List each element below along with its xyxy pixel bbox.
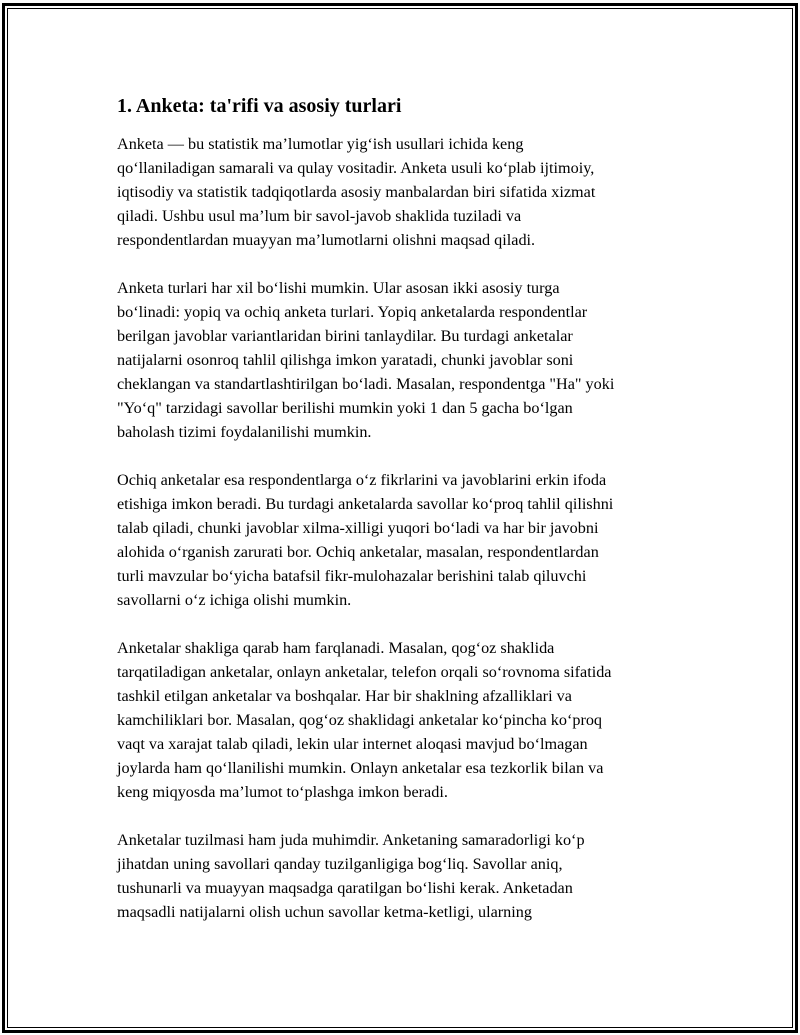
paragraph-line: qiladi. Ushbu usul ma’lum bir savol-javob shaklida tuziladi va — [117, 207, 522, 225]
paragraph-line: tarqatiladigan anketalar, onlayn anketalar, telefon orqali so‘rovnoma sifatida — [117, 663, 612, 681]
paragraph-line: keng miqyosda ma’lumot to‘plashga imkon beradi. — [117, 783, 448, 801]
paragraph-line: maqsadli natijalarni olish uchun savollar ketma-ketligi, ularning — [117, 903, 532, 921]
paragraph-line: kamchiliklari bor. Masalan, qog‘oz shaklidagi anketalar ko‘pincha ko‘proq — [117, 711, 603, 729]
paragraph-line: "Yo‘q" tarzidagi savollar berilishi mumkin yoki 1 dan 5 gacha bo‘lgan — [117, 399, 573, 417]
paragraph-4 — [117, 636, 697, 804]
paragraph-line: respondentlardan muayyan ma’lumotlarni olishni maqsad qiladi. — [117, 231, 536, 249]
paragraph-line: vaqt va xarajat talab qiladi, lekin ular internet aloqasi mavjud bo‘lmagan — [117, 735, 588, 753]
paragraph-line: alohida o‘rganish zarurati bor. Ochiq anketalar, masalan, respondentlardan — [117, 543, 599, 561]
paragraph-3 — [117, 468, 697, 612]
paragraph-line: iqtisodiy va statistik tadqiqotlarda asosiy manbalardan biri sifatida xizmat — [117, 183, 596, 201]
paragraph-line: qo‘llaniladigan samarali va qulay vositadir. Anketa usuli ko‘plab ijtimoiy, — [117, 159, 595, 177]
paragraph-line: talab qiladi, chunki javoblar xilma-xilligi yuqori bo‘ladi va har bir javobni — [117, 519, 599, 537]
paragraph-line: natijalarni osonroq tahlil qilishga imkon yaratadi, chunki javoblar soni — [117, 351, 574, 369]
paragraph-line: turli mavzular bo‘yicha batafsil fikr-mulohazalar berishini talab qiluvchi — [117, 567, 587, 585]
paragraph-line: baholash tizimi foydalanilishi mumkin. — [117, 423, 372, 441]
paragraph-line: jihatdan uning savollari qanday tuzilganligiga bog‘liq. Savollar aniq, — [117, 855, 563, 873]
paragraph-2 — [117, 276, 697, 444]
paragraph-line: Anketalar tuzilmasi ham juda muhimdir. Anketaning samaradorligi ko‘p — [117, 831, 585, 849]
paragraph-5 — [117, 828, 697, 924]
paragraph-line: etishiga imkon beradi. Bu turdagi anketalarda savollar ko‘proq tahlil qilishni — [117, 495, 614, 513]
document-body — [117, 92, 697, 948]
paragraph-line: Anketalar shakliga qarab ham farqlanadi. Masalan, qog‘oz shaklida — [117, 639, 555, 657]
paragraph-line: berilgan javoblar variantlaridan birini tanlaydilar. Bu turdagi anketalar — [117, 327, 573, 345]
paragraph-line: savollarni o‘z ichiga olishi mumkin. — [117, 591, 352, 609]
paragraph-line: Ochiq anketalar esa respondentlarga o‘z fikrlarini va javoblarini erkin ifoda — [117, 471, 607, 489]
paragraph-line: Anketa — bu statistik ma’lumotlar yig‘ish usullari ichida keng — [117, 135, 524, 153]
paragraph-line: bo‘linadi: yopiq va ochiq anketa turlari. Yopiq anketalarda respondentlar — [117, 303, 588, 321]
paragraph-1 — [117, 132, 697, 252]
paragraph-line: tashkil etilgan anketalar va boshqalar. Har bir shaklning afzalliklari va — [117, 687, 572, 705]
paragraph-line: Anketa turlari har xil bo‘lishi mumkin. Ular asosan ikki asosiy turga — [117, 279, 560, 297]
section-heading: 1. Anketa: ta'rifi va asosiy turlari — [117, 95, 402, 117]
paragraph-line: tushunarli va muayyan maqsadga qaratilgan bo‘lishi kerak. Anketadan — [117, 879, 573, 897]
paragraph-line: joylarda ham qo‘llanilishi mumkin. Onlayn anketalar esa tezkorlik bilan va — [117, 759, 604, 777]
paragraph-line: cheklangan va standartlashtirilgan bo‘ladi. Masalan, respondentga "Ha" yoki — [117, 375, 615, 393]
